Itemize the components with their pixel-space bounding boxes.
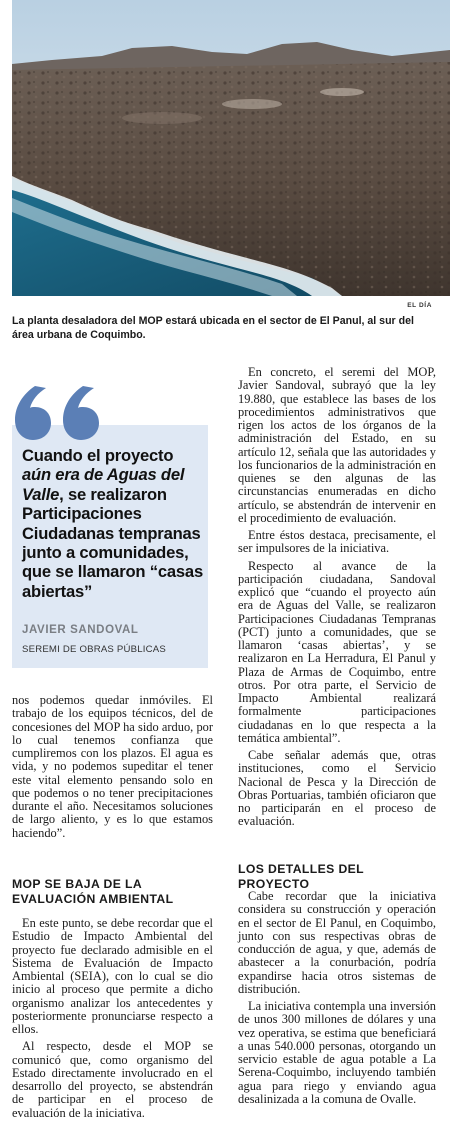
- right-column-section: [238, 890, 436, 1106]
- right-column: [238, 366, 436, 829]
- quote-text-emphasis: aún era de Aguas del Valle: [22, 465, 185, 504]
- paragraph: Cabe recordar que la iniciativa considera su construcción y operación en el sector de El Panul, en Coquimbo, junto con sus respectivas obras de conducción de agua, y que, además de abastecer a la conurbación, podría expandirse hacia otros sistemas de distribución.: [238, 889, 436, 996]
- paragraph: Al respecto, desde el MOP se comunicó que, como organismo del Estado directamente involucrado en el desarrollo del proyecto, se abstendrán de participar en el proceso de evaluación de la iniciativa.: [12, 1039, 213, 1120]
- pull-quote-text: [22, 446, 204, 601]
- photo-credit: EL DÍA: [407, 302, 432, 309]
- left-column-continuation: [12, 694, 213, 840]
- quote-text-end: , se realizaron Participaciones Ciudadanas tempranas junto a comunidades, que se llamaron “casas abiertas”: [22, 484, 203, 601]
- subheading-mop-evaluacion: MOP SE BAJA DE LA EVALUACIÓN AMBIENTAL: [12, 877, 174, 906]
- quotation-marks-icon: [13, 376, 113, 446]
- subheading-detalles-proyecto: LOS DETALLES DEL PROYECTO: [238, 862, 364, 891]
- paragraph: En este punto, se debe recordar que el Estudio de Impacto Ambiental del proyecto fue declarado admisible en el Sistema de Evaluación de Impacto Ambiental (SEIA), con lo cual se dio inicio al proceso que permite a dicho organismo analizar los antecedentes y posteriormente pronunciarse respecto a ellos.: [12, 916, 213, 1036]
- paragraph: Cabe señalar además que, otras instituciones, como el Servicio Nacional de Pesca y la Dirección de Obras Portuarias, también oficiaron que no participarán en el proceso de evaluación.: [238, 748, 436, 829]
- paragraph: nos podemos quedar inmóviles. El trabajo de los equipos técnicos, del de concesiones del MOP ha sido arduo, por lo cual tenemos confianza que cumpliremos con los plazos. El agua es vida, y no podemos supeditar el tener este vital elemento pensando solo en que podemos o no tener precipitaciones durante el año. Necesitamos soluciones de largo aliento, y es lo que estamos haciendo”.: [12, 693, 213, 840]
- left-column-section: [12, 917, 213, 1120]
- coastline-photo: [12, 0, 450, 296]
- paragraph: En concreto, el seremi del MOP, Javier Sandoval, subrayó que la ley 19.880, que establece las bases de los procedimientos administrativos que rigen los actos de los órganos de la administración del Estado, en su artículo 12, señala que las autoridades y los funcionarios de la administración en quienes se den algunas de las circunstancias enumeradas en dicho artículo, se abstendrán de intervenir en el procedimiento de evaluación.: [238, 365, 436, 525]
- paragraph: Respecto al avance de la participación ciudadana, Sandoval explicó que “cuando el proyecto aún era de Aguas del Valle, se realizaron Participaciones Ciudadanas Tempranas (PCT) junto a comunidades, que se llamaron ‘casas abiertas’, y se realizaron en La Herradura, El Panul y Plaza de Armas de Coquimbo, entre otros. Por otra parte, el Servicio de Impacto Ambiental realizará formalmente participaciones ciudadanas en lo que respecta a la temática ambiental”.: [238, 558, 436, 745]
- paragraph: La iniciativa contempla una inversión de unos 300 millones de dólares y una vez operativa, se estima que beneficiará a unas 540.000 personas, otorgando un servicio estable de agua potable a La Serena-Coquimbo, incluyendo también agua para riego y enviando agua desalinizada a la comuna de Ovalle.: [238, 999, 436, 1106]
- quote-author-role: SEREMI DE OBRAS PÚBLICAS: [22, 644, 166, 655]
- paragraph: Entre éstos destaca, precisamente, el ser impulsores de la iniciativa.: [238, 528, 436, 556]
- photo-caption: La planta desaladora del MOP estará ubicada en el sector de El Panul, al sur del área urbana de Coquimbo.: [12, 315, 414, 341]
- quote-text-start: Cuando el proyecto: [22, 446, 174, 465]
- quote-author: JAVIER SANDOVAL: [22, 624, 139, 636]
